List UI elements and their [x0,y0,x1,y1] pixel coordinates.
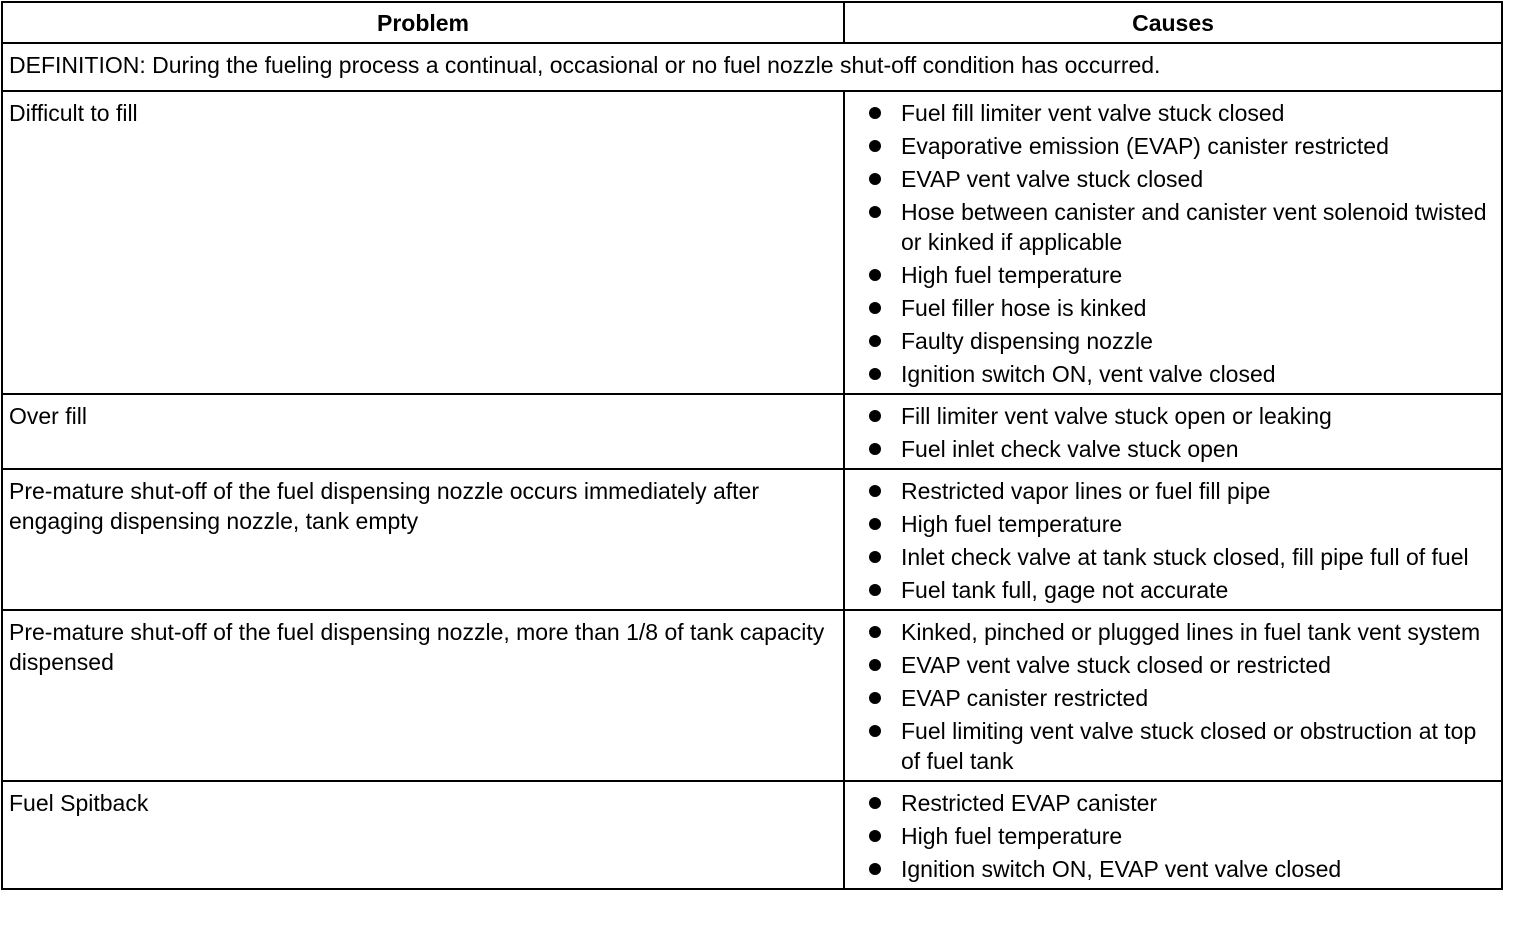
causes-cell [844,610,1502,781]
table-row [2,469,1502,610]
table-header [2,2,1502,43]
table-row [2,610,1502,781]
problem-cell: Over fill [2,394,844,469]
problem-cell: Pre-mature shut-off of the fuel dispensing nozzle, more than 1/8 of tank capacity dispensed [2,610,844,781]
cause-item: Fuel filler hose is kinked [869,293,1487,323]
problem-cell: Difficult to fill [2,91,844,394]
cause-item: Restricted EVAP canister [869,788,1487,818]
cause-item: Fuel limiting vent valve stuck closed or obstruction at top of fuel tank [869,716,1487,776]
causes-cell [844,781,1502,889]
diagnostic-table [1,1,1503,890]
cause-item: Fuel fill limiter vent valve stuck closed [869,98,1487,128]
header-row [2,2,1502,43]
causes-list [869,476,1487,605]
cause-item: High fuel temperature [869,821,1487,851]
causes-cell [844,394,1502,469]
cause-item: Fuel inlet check valve stuck open [869,434,1487,464]
problem-cell: Fuel Spitback [2,781,844,889]
cause-item: Inlet check valve at tank stuck closed, fill pipe full of fuel [869,542,1487,572]
table-row [2,91,1502,394]
definition-text: DEFINITION: During the fueling process a continual, occasional or no fuel nozzle shut-off condition has occurred. [2,43,1502,91]
causes-list [869,788,1487,884]
cause-item: Kinked, pinched or plugged lines in fuel tank vent system [869,617,1487,647]
table-row [2,394,1502,469]
cause-item: Fill limiter vent valve stuck open or leaking [869,401,1487,431]
cause-item: Fuel tank full, gage not accurate [869,575,1487,605]
cause-item: Faulty dispensing nozzle [869,326,1487,356]
causes-list [869,401,1487,464]
cause-item: High fuel temperature [869,509,1487,539]
causes-cell [844,91,1502,394]
cause-item: Evaporative emission (EVAP) canister restricted [869,131,1487,161]
cause-item: EVAP canister restricted [869,683,1487,713]
cause-item: Hose between canister and canister vent solenoid twisted or kinked if applicable [869,197,1487,257]
causes-list [869,617,1487,776]
cause-item: EVAP vent valve stuck closed or restricted [869,650,1487,680]
cause-item: Restricted vapor lines or fuel fill pipe [869,476,1487,506]
cause-item: EVAP vent valve stuck closed [869,164,1487,194]
header-problem: Problem [2,2,844,43]
definition-row [2,43,1502,91]
cause-item: Ignition switch ON, vent valve closed [869,359,1487,389]
causes-list [869,98,1487,389]
cause-item: High fuel temperature [869,260,1487,290]
table-body [2,43,1502,889]
table-row [2,781,1502,889]
problem-cell: Pre-mature shut-off of the fuel dispensing nozzle occurs immediately after engaging dispensing nozzle, tank empty [2,469,844,610]
cause-item: Ignition switch ON, EVAP vent valve closed [869,854,1487,884]
header-causes: Causes [844,2,1502,43]
causes-cell [844,469,1502,610]
